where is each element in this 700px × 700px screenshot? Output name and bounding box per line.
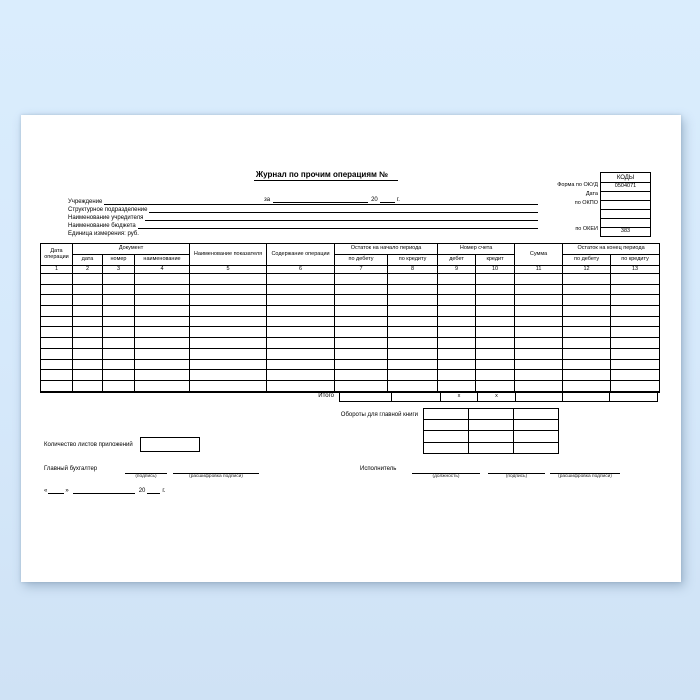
table-cell [514, 431, 559, 442]
info-line-measure [68, 229, 538, 237]
sheets-count-box [140, 437, 200, 452]
table-cell [190, 284, 267, 295]
table-cell [73, 284, 103, 295]
sheets-count-label: Количество листов приложений [44, 442, 133, 448]
total-x-cell: х [440, 391, 478, 402]
table-cell [267, 348, 335, 359]
table-cell [611, 359, 660, 370]
table-cell [515, 295, 563, 306]
table-cell [41, 338, 73, 349]
table-cell [563, 380, 611, 391]
table-cell [73, 327, 103, 338]
total-cell [515, 391, 563, 402]
table-cell [41, 348, 73, 359]
table-cell [476, 274, 515, 285]
table-row [41, 295, 660, 306]
date-g: г. [162, 488, 166, 494]
table-cell [438, 327, 476, 338]
table-cell [611, 370, 660, 381]
table-cell [135, 348, 190, 359]
table-cell [135, 327, 190, 338]
table-cell [515, 327, 563, 338]
table-cell [611, 348, 660, 359]
info-underline [149, 205, 538, 213]
table-cell [388, 338, 438, 349]
table-cell [103, 274, 135, 285]
total-cell [391, 391, 441, 402]
table-cell [335, 306, 388, 317]
info-line-budget [68, 221, 538, 229]
table-cell [514, 420, 559, 431]
table-cell [424, 431, 469, 442]
table-cell [41, 316, 73, 327]
sub-by-credit-header: по кредиту [611, 255, 660, 266]
table-cell [476, 380, 515, 391]
column-number-cell: 11 [515, 266, 563, 274]
table-cell [335, 284, 388, 295]
table-cell [611, 284, 660, 295]
table-cell [267, 274, 335, 285]
table-cell [388, 274, 438, 285]
info-underline [145, 213, 538, 221]
total-cell [339, 391, 392, 402]
table-cell [335, 348, 388, 359]
table-row [41, 274, 660, 285]
table-cell [103, 306, 135, 317]
turnover-table-body [424, 409, 559, 454]
journal-table [40, 243, 660, 393]
info-label: Наименование бюджета [68, 223, 136, 229]
info-label: Единица измерения: руб. [68, 231, 139, 237]
table-cell [267, 327, 335, 338]
table-cell [267, 284, 335, 295]
info-underline [138, 221, 538, 229]
table-row [41, 306, 660, 317]
table-row [41, 327, 660, 338]
table-cell [611, 327, 660, 338]
table-cell [41, 380, 73, 391]
table-row [41, 380, 660, 391]
table-cell [335, 359, 388, 370]
table-cell [563, 274, 611, 285]
table-cell [476, 370, 515, 381]
column-number-cell: 12 [563, 266, 611, 274]
table-cell [135, 295, 190, 306]
table-cell [103, 380, 135, 391]
executor-decode-hint: (расшифровка подписи) [558, 474, 612, 479]
table-cell [41, 370, 73, 381]
column-number-cell: 7 [335, 266, 388, 274]
info-line-institution [68, 197, 538, 205]
table-row [41, 284, 660, 295]
sub-number-header: номер [103, 255, 135, 266]
date-day-blank [48, 486, 64, 494]
table-row [41, 338, 660, 349]
table-cell [335, 327, 388, 338]
column-number-cell: 9 [438, 266, 476, 274]
table-cell [135, 338, 190, 349]
period-g: г. [396, 197, 400, 203]
table-cell [335, 380, 388, 391]
table-cell [73, 316, 103, 327]
table-row [41, 359, 660, 370]
table-cell [190, 338, 267, 349]
table-cell [73, 295, 103, 306]
table-cell [515, 274, 563, 285]
column-number-cell: 2 [73, 266, 103, 274]
table-cell [135, 370, 190, 381]
table-cell [476, 359, 515, 370]
page-title-text: Журнал по прочим операциям № [254, 170, 398, 181]
table-cell [388, 295, 438, 306]
table-cell [388, 359, 438, 370]
table-cell [515, 306, 563, 317]
table-cell [267, 380, 335, 391]
table-row [41, 348, 660, 359]
sub-by-credit-header: по кредиту [388, 255, 438, 266]
col-balance-start-header: Остаток на начало периода [335, 244, 438, 255]
col-op-date-header: Дата операции [41, 244, 73, 266]
table-cell [563, 348, 611, 359]
date-line [44, 484, 166, 494]
executor-label: Исполнитель [360, 466, 397, 472]
codes-header-cell: КОДЫ [601, 173, 651, 183]
table-cell [469, 431, 514, 442]
table-cell [438, 380, 476, 391]
table-cell [267, 306, 335, 317]
table-cell [388, 284, 438, 295]
period-year: 20 [371, 197, 378, 203]
table-cell [515, 338, 563, 349]
okei-value-cell: 383 [601, 228, 651, 237]
table-cell [135, 380, 190, 391]
table-cell [190, 359, 267, 370]
table-cell [103, 370, 135, 381]
table-cell [438, 316, 476, 327]
table-cell [41, 295, 73, 306]
table-cell [469, 409, 514, 420]
total-cell [609, 391, 658, 402]
table-cell [476, 338, 515, 349]
table-cell [135, 359, 190, 370]
table-cell [103, 348, 135, 359]
table-cell [267, 316, 335, 327]
table-cell [515, 316, 563, 327]
table-cell [438, 338, 476, 349]
table-cell [73, 380, 103, 391]
table-cell [438, 295, 476, 306]
executor-sign-hint: (подпись) [505, 474, 528, 479]
table-cell [41, 284, 73, 295]
table-cell [190, 370, 267, 381]
table-cell [515, 370, 563, 381]
table-cell [267, 359, 335, 370]
table-cell [335, 338, 388, 349]
column-number-cell: 13 [611, 266, 660, 274]
turnover-table [423, 408, 559, 454]
table-cell [514, 442, 559, 453]
info-underline [104, 197, 538, 205]
table-cell [190, 316, 267, 327]
date-month-blank [73, 486, 135, 494]
table-cell [424, 409, 469, 420]
okud-value-cell: 0504071 [601, 183, 651, 192]
table-cell [438, 274, 476, 285]
total-x-cell: х [477, 391, 516, 402]
table-cell [103, 295, 135, 306]
table-cell [41, 359, 73, 370]
codes-okpo-cell [601, 201, 651, 210]
table-cell [190, 295, 267, 306]
date-quote-close: » [65, 488, 69, 494]
table-cell [73, 274, 103, 285]
table-row [41, 316, 660, 327]
table-cell [424, 442, 469, 453]
column-number-cell: 3 [103, 266, 135, 274]
info-label: Наименование учредителя [68, 215, 144, 221]
table-cell [563, 295, 611, 306]
col-indicator-header: Наименование показателя [190, 244, 267, 266]
form-sheet [21, 115, 681, 582]
table-cell [135, 306, 190, 317]
info-line-founder [68, 213, 538, 221]
table-cell [388, 316, 438, 327]
table-cell [515, 380, 563, 391]
info-block [68, 197, 538, 237]
table-cell [476, 327, 515, 338]
column-number-cell: 1 [41, 266, 73, 274]
table-row [424, 409, 559, 420]
table-cell [476, 284, 515, 295]
total-label: Итого [318, 393, 334, 399]
table-cell [438, 284, 476, 295]
date-label: Дата [585, 191, 598, 197]
table-cell [103, 359, 135, 370]
chief-decode-hint: (расшифровка подписи) [189, 474, 243, 479]
table-cell [335, 370, 388, 381]
okpo-label: по ОКПО [574, 200, 598, 206]
col-content-header: Содержание операции [267, 244, 335, 266]
table-cell [611, 380, 660, 391]
table-cell [563, 284, 611, 295]
sub-name-header: наименование [135, 255, 190, 266]
period-prefix: за [264, 197, 271, 203]
table-cell [41, 306, 73, 317]
table-cell [335, 274, 388, 285]
column-number-cell: 4 [135, 266, 190, 274]
table-cell [103, 284, 135, 295]
table-cell [476, 316, 515, 327]
codes-empty-cell [601, 219, 651, 228]
table-cell [41, 274, 73, 285]
table-cell [190, 306, 267, 317]
info-label: Структурное подразделение [68, 207, 148, 213]
chief-sign-hint: (подпись) [135, 474, 157, 479]
table-cell [73, 306, 103, 317]
date-year-blank [147, 486, 160, 494]
table-cell [335, 316, 388, 327]
codes-date-cell [601, 192, 651, 201]
okud-label: Форма по ОКУД [557, 182, 598, 188]
table-cell [611, 316, 660, 327]
turnover-label: Обороты для главной книги [340, 412, 418, 418]
total-row [40, 391, 658, 402]
table-cell [469, 420, 514, 431]
table-cell [73, 348, 103, 359]
table-cell [611, 274, 660, 285]
table-cell [515, 348, 563, 359]
table-cell [73, 370, 103, 381]
table-cell [135, 316, 190, 327]
table-cell [267, 370, 335, 381]
sub-by-debit-header: по дебету [335, 255, 388, 266]
date-year: 20 [138, 488, 146, 494]
table-row [424, 442, 559, 453]
table-cell [476, 306, 515, 317]
okei-label: по ОКЕИ [575, 226, 598, 232]
date-quote-open: « [44, 488, 48, 494]
table-cell [388, 380, 438, 391]
table-cell [438, 306, 476, 317]
table-cell [388, 348, 438, 359]
table-cell [563, 370, 611, 381]
table-cell [476, 295, 515, 306]
table-row [424, 420, 559, 431]
table-cell [438, 370, 476, 381]
table-cell [424, 420, 469, 431]
table-cell [103, 338, 135, 349]
table-cell [515, 284, 563, 295]
codes-table [600, 172, 651, 237]
col-account-header: Номер счета [438, 244, 515, 255]
sub-by-debit-header: по дебету [563, 255, 611, 266]
column-number-cell: 10 [476, 266, 515, 274]
col-sum-header: Сумма [515, 244, 563, 266]
table-cell [267, 338, 335, 349]
table-cell [515, 359, 563, 370]
table-cell [73, 338, 103, 349]
col-balance-end-header: Остаток на конец периода [563, 244, 660, 255]
table-cell [335, 295, 388, 306]
column-number-cell: 8 [388, 266, 438, 274]
table-cell [388, 306, 438, 317]
table-cell [514, 409, 559, 420]
executor-position-hint: (должность) [432, 474, 460, 479]
table-cell [41, 327, 73, 338]
table-cell [476, 348, 515, 359]
info-line-unit [68, 205, 538, 213]
info-label: Учреждение [68, 199, 103, 205]
table-cell [135, 284, 190, 295]
sub-debit-header: дебет [438, 255, 476, 266]
table-cell [563, 359, 611, 370]
table-row [41, 370, 660, 381]
sub-date-header: дата [73, 255, 103, 266]
page-title [176, 170, 476, 179]
sub-credit-header: кредит [476, 255, 515, 266]
table-cell [563, 316, 611, 327]
table-cell [611, 338, 660, 349]
table-cell [190, 348, 267, 359]
column-number-cell: 5 [190, 266, 267, 274]
table-cell [611, 295, 660, 306]
table-cell [135, 274, 190, 285]
table-cell [469, 442, 514, 453]
table-cell [563, 338, 611, 349]
table-cell [190, 380, 267, 391]
codes-empty-cell [601, 210, 651, 219]
table-cell [388, 327, 438, 338]
journal-table-body [41, 274, 660, 392]
column-number-cell: 6 [267, 266, 335, 274]
table-cell [190, 274, 267, 285]
table-cell [388, 370, 438, 381]
table-cell [611, 306, 660, 317]
table-cell [563, 327, 611, 338]
total-cell [562, 391, 610, 402]
table-cell [267, 295, 335, 306]
chief-accountant-label: Главный бухгалтер [44, 466, 98, 472]
table-row [424, 431, 559, 442]
table-cell [103, 316, 135, 327]
table-cell [73, 359, 103, 370]
table-cell [438, 359, 476, 370]
table-cell [190, 327, 267, 338]
table-cell [438, 348, 476, 359]
table-cell [563, 306, 611, 317]
table-cell [103, 327, 135, 338]
col-document-header: Документ [73, 244, 190, 255]
